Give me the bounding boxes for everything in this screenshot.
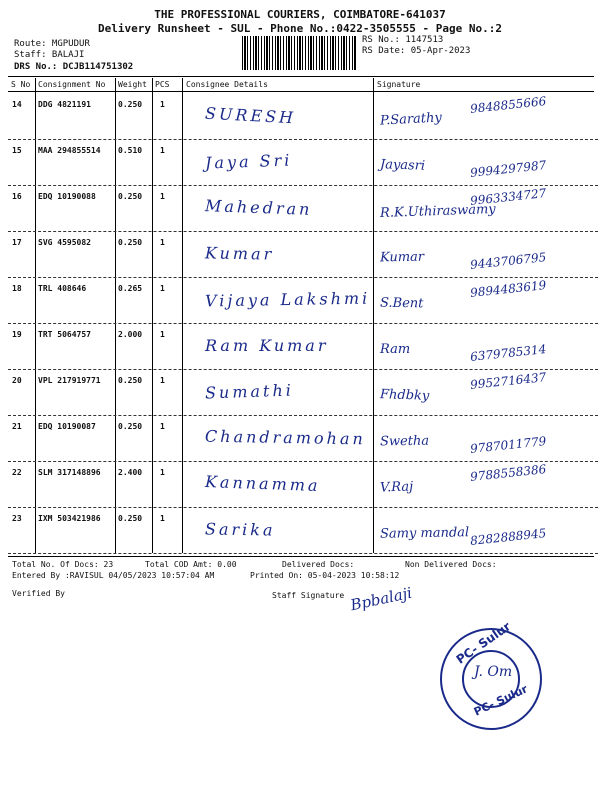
stamp-signature: J. Om	[474, 664, 513, 680]
row-signature: P.Sarathy	[379, 110, 443, 129]
row-weight: 0.250	[118, 376, 143, 385]
row-consignee-name: Sumathi	[204, 380, 295, 403]
row-consignment-no: EDQ 10190087	[38, 422, 96, 431]
verified-by: Verified By	[12, 589, 65, 598]
row-sno: 18	[12, 284, 22, 293]
row-phone: 8282888945	[469, 526, 547, 548]
column-divider	[35, 78, 36, 553]
rs-number: RS No.: 1147513	[362, 35, 444, 45]
row-signature: V.Raj	[379, 479, 414, 496]
row-weight: 2.400	[118, 468, 143, 477]
drs-number: DRS No.: DCJB114751302	[14, 62, 134, 72]
barcode-image	[242, 36, 356, 70]
delivered-docs: Delivered Docs:	[282, 560, 355, 569]
row-consignee-name: Jaya Sri	[204, 150, 293, 173]
staff-label: Staff: BALAJI	[14, 50, 85, 60]
column-divider	[182, 78, 183, 553]
row-consignee-name: Ram Kumar	[205, 336, 329, 355]
row-signature: R.K.Uthiraswamy	[379, 201, 496, 222]
staff-signature-label: Staff Signature	[272, 591, 345, 600]
row-consignment-no: EDQ 10190088	[38, 192, 96, 201]
row-signature: Samy mandal	[379, 525, 470, 542]
row-consignee-name: SURESH	[204, 103, 297, 128]
row-pcs: 1	[160, 284, 165, 293]
row-pcs: 1	[160, 192, 165, 201]
route-label: Route: MGPUDUR	[14, 39, 90, 49]
table-bottom-line	[8, 556, 594, 557]
rs-date: RS Date: 05-Apr-2023	[362, 46, 471, 56]
row-consignee-name: Chandramohan	[204, 426, 366, 449]
column-divider	[115, 78, 116, 553]
row-separator	[8, 323, 598, 324]
row-signature: Jayasri	[379, 157, 426, 174]
row-consignment-no: IXM 503421986	[38, 514, 101, 523]
row-weight: 0.250	[118, 238, 143, 247]
row-consignee-name: Kumar	[204, 243, 275, 264]
row-separator	[8, 139, 598, 140]
col-header-consignment: Consignment No	[38, 80, 106, 89]
row-phone: 9788558386	[469, 462, 547, 484]
entered-by: Entered By :RAVISUL 04/05/2023 10:57:04 AM	[12, 571, 215, 580]
row-consignment-no: VPL 217919771	[38, 376, 101, 385]
row-separator	[8, 369, 598, 370]
row-pcs: 1	[160, 100, 165, 109]
row-consignee-name: Kannamma	[204, 471, 321, 496]
row-signature: Swetha	[379, 433, 430, 450]
row-pcs: 1	[160, 376, 165, 385]
row-phone: 9894483619	[469, 278, 547, 300]
row-weight: 0.250	[118, 422, 143, 431]
row-signature: S.Bent	[379, 295, 424, 312]
col-header-signature: Signature	[377, 80, 421, 89]
staff-signature-hand: Bpbalaji	[348, 583, 414, 615]
row-separator	[8, 415, 598, 416]
row-sno: 17	[12, 238, 22, 247]
col-header-pcs: PCS	[155, 80, 170, 89]
row-separator	[8, 553, 598, 554]
column-divider	[152, 78, 153, 553]
row-weight: 0.250	[118, 192, 143, 201]
row-pcs: 1	[160, 238, 165, 247]
row-weight: 0.265	[118, 284, 143, 293]
office-stamp	[440, 619, 542, 730]
row-weight: 0.510	[118, 146, 143, 155]
company-title: THE PROFESSIONAL COURIERS, COIMBATORE-641037	[154, 8, 446, 21]
printed-on: Printed On: 05-04-2023 10:58:12	[250, 571, 400, 580]
total-docs: Total No. Of Docs: 23	[12, 560, 114, 569]
runsheet-subtitle: Delivery Runsheet - SUL - Phone No.:0422-3505555 - Page No.:2	[98, 22, 502, 35]
col-header-sno: S No	[11, 80, 31, 89]
row-signature: Kumar	[379, 249, 425, 266]
row-weight: 2.000	[118, 330, 143, 339]
row-phone: 9963334727	[469, 186, 547, 208]
row-pcs: 1	[160, 146, 165, 155]
row-sno: 21	[12, 422, 22, 431]
row-consignment-no: TRT 5064757	[38, 330, 91, 339]
row-sno: 20	[12, 376, 22, 385]
row-consignment-no: SLM 317148896	[38, 468, 101, 477]
row-separator	[8, 277, 598, 278]
row-consignment-no: DDG 4821191	[38, 100, 91, 109]
row-sno: 22	[12, 468, 22, 477]
row-pcs: 1	[160, 468, 165, 477]
row-pcs: 1	[160, 330, 165, 339]
row-phone: 9952716437	[469, 370, 547, 392]
row-sno: 16	[12, 192, 22, 201]
row-separator	[8, 461, 598, 462]
row-weight: 0.250	[118, 514, 143, 523]
row-phone: 9443706795	[469, 250, 547, 272]
row-weight: 0.250	[118, 100, 143, 109]
row-signature: Fhdbky	[379, 387, 430, 404]
row-separator	[8, 507, 598, 508]
col-header-weight: Weight	[118, 80, 147, 89]
row-pcs: 1	[160, 422, 165, 431]
table-top-line	[8, 76, 594, 77]
row-consignment-no: MAA 294855514	[38, 146, 101, 155]
total-cod: Total COD Amt: 0.00	[145, 560, 237, 569]
row-separator	[8, 231, 598, 232]
row-sno: 19	[12, 330, 22, 339]
col-header-consignee: Consignee Details	[186, 80, 268, 89]
row-phone: 9848855666	[469, 94, 547, 116]
row-sno: 14	[12, 100, 22, 109]
row-consignee-name: Mahedran	[204, 196, 313, 219]
row-consignment-no: TRL 408646	[38, 284, 87, 293]
row-consignee-name: Vijaya Lakshmi	[204, 288, 371, 311]
row-phone: 6379785314	[469, 342, 547, 364]
stamp-top-text: PC- Sulur	[453, 619, 514, 667]
row-separator	[8, 185, 598, 186]
row-consignment-no: SVG 4595082	[38, 238, 91, 247]
column-divider	[373, 78, 374, 553]
row-phone: 9994297987	[469, 158, 547, 180]
stamp-bottom-text: PC- Sulur	[471, 682, 530, 719]
row-sno: 23	[12, 514, 22, 523]
row-pcs: 1	[160, 514, 165, 523]
non-delivered-docs: Non Delivered Docs:	[405, 560, 497, 569]
row-consignee-name: Sarika	[204, 519, 276, 540]
table-header-line	[8, 91, 594, 92]
row-sno: 15	[12, 146, 22, 155]
row-signature: Ram	[380, 342, 411, 357]
row-phone: 9787011779	[469, 434, 547, 456]
